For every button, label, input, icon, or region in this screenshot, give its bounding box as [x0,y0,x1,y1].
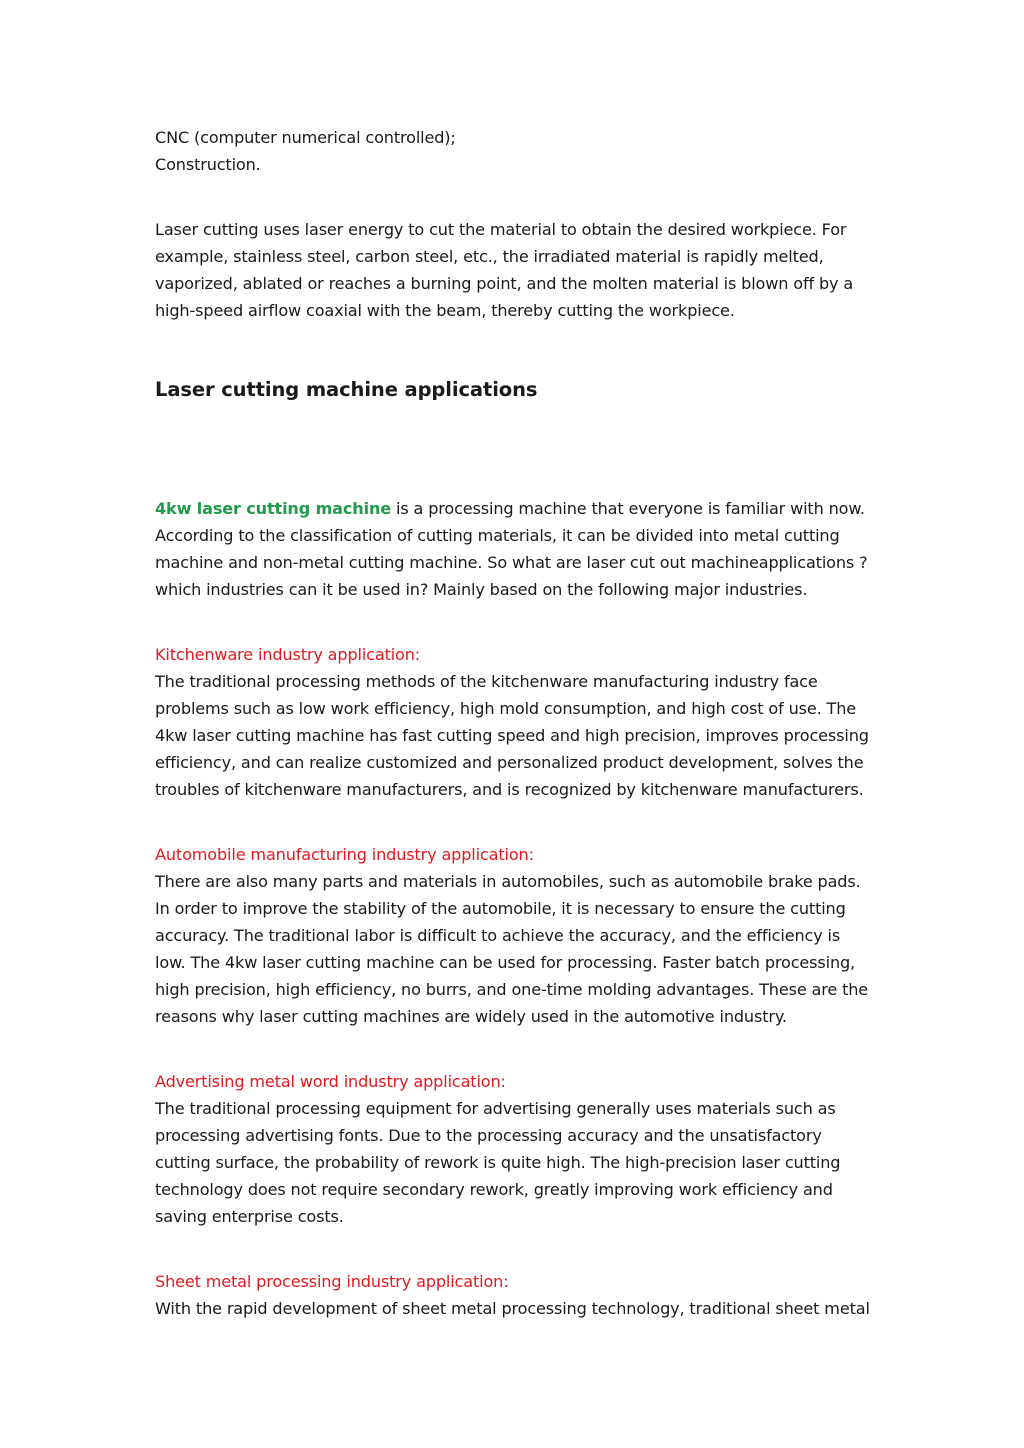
sheet-metal-body: With the rapid development of sheet metal processing technology, traditional sheet metal [155,1299,870,1318]
applications-intro-paragraph [155,495,873,603]
automobile-title: Automobile manufacturing industry application: [155,845,534,864]
kitchenware-body: The traditional processing methods of the kitchenware manufacturing industry face problems such as low work efficiency, high mold consumption, and high cost of use. The 4kw laser cutting machine has fast cutting speed and high precision, improves processing efficiency, and can realize customized and personalized product development, solves the troubles of kitchenware manufacturers, and is recognized by kitchenware manufacturers. [155,672,869,799]
cnc-line: CNC (computer numerical controlled); [155,128,456,147]
automobile-body: There are also many parts and materials in automobiles, such as automobile brake pads. In order to improve the stability of the automobile, it is necessary to ensure the cutting accuracy. The traditional labor is difficult to achieve the accuracy, and the efficiency is low. The 4kw laser cutting machine can be used for processing. Faster batch processing, high precision, high efficiency, no burrs, and one-time molding advantages. These are the reasons why laser cutting machines are widely used in the automotive industry. [155,872,869,1026]
document-page [155,124,873,1322]
advertising-title: Advertising metal word industry application: [155,1072,506,1091]
advertising-body: The traditional processing equipment for advertising generally uses materials such as processing advertising fonts. Due to the processing accuracy and the unsatisfactory cutting surface, the probability of rework is quite high. The high-precision laser cutting technology does not require secondary rework, greatly improving work efficiency and saving enterprise costs. [155,1099,841,1226]
applications-intro-text: is a processing machine that everyone is familiar with now. According to the classification of cutting materials, it can be divided into metal cutting machine and non-metal cutting machine. So what are laser cut out machineapplications ? which industries can it be used in? Mainly based on the following major industries. [155,499,868,599]
intro-paragraph: Laser cutting uses laser energy to cut the material to obtain the desired workpiece. For example, stainless steel, carbon steel, etc., the irradiated material is rapidly melted, vaporized, ablated or reaches a burning point, and the molten material is blown off by a high-speed airflow coaxial with the beam, thereby cutting the workpiece. [155,220,854,320]
sheet-metal-title: Sheet metal processing industry application: [155,1272,509,1291]
construction-line: Construction. [155,155,261,174]
kitchenware-title: Kitchenware industry application: [155,645,421,664]
section-heading: Laser cutting machine applications [155,378,538,401]
machine-link[interactable]: 4kw laser cutting machine [155,499,392,518]
